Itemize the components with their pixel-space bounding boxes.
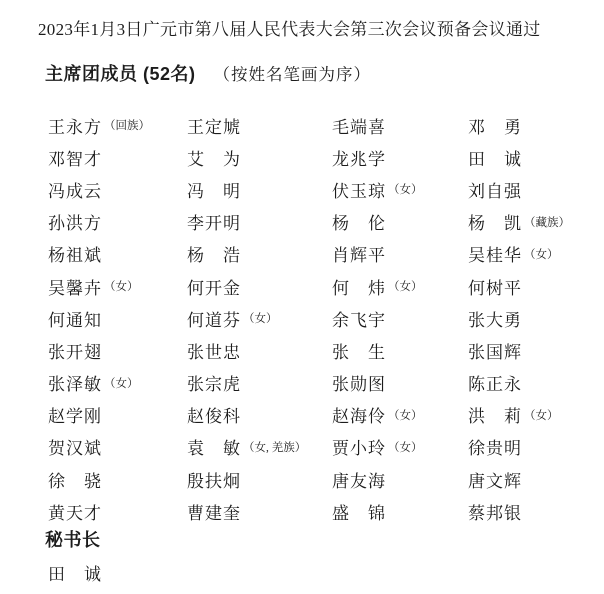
member-item — [187, 334, 332, 366]
member-item — [48, 109, 187, 141]
member-name: 余飞宇 — [332, 310, 386, 330]
member-item — [187, 206, 332, 238]
member-note: （女, 羌族） — [243, 441, 307, 454]
member-name: 刘自强 — [468, 181, 522, 201]
member-item — [468, 367, 604, 399]
member-name: 张开翅 — [48, 342, 102, 362]
member-name: 盛 锦 — [332, 503, 386, 523]
member-name: 贾小玲 — [332, 439, 386, 459]
member-item — [332, 463, 468, 495]
member-item — [48, 302, 187, 334]
member-note: （回族） — [104, 120, 150, 133]
member-name: 黄天才 — [48, 503, 102, 523]
member-name: 王定虓 — [187, 117, 241, 137]
member-name: 伏玉琼 — [332, 181, 386, 201]
member-item — [48, 270, 187, 302]
member-name: 张宗虎 — [187, 375, 241, 395]
member-name: 张世忠 — [187, 342, 241, 362]
presidium-order-note: （按姓名笔画为序） — [213, 65, 372, 84]
member-item — [468, 495, 604, 527]
member-note: （女） — [243, 313, 278, 326]
member-name: 袁 敏 — [187, 439, 241, 459]
member-name: 何道芬 — [187, 310, 241, 330]
member-name: 李开明 — [187, 214, 241, 234]
member-item — [48, 206, 187, 238]
member-name: 曹建奎 — [187, 503, 241, 523]
member-item — [332, 270, 468, 302]
member-note: （女） — [388, 441, 423, 454]
member-name: 何 炜 — [332, 278, 386, 298]
member-item — [187, 431, 332, 463]
member-item — [48, 399, 187, 431]
member-name: 唐友海 — [332, 471, 386, 491]
secretary-name: 田 诚 — [48, 565, 102, 584]
member-name: 张国辉 — [468, 342, 522, 362]
member-item — [332, 109, 468, 141]
member-item — [332, 367, 468, 399]
member-item — [468, 399, 604, 431]
member-name: 肖辉平 — [332, 246, 386, 266]
member-name: 田 诚 — [468, 149, 522, 169]
member-item — [332, 334, 468, 366]
member-item — [468, 141, 604, 173]
member-item — [48, 238, 187, 270]
member-item — [332, 431, 468, 463]
member-item — [187, 302, 332, 334]
member-item — [48, 367, 187, 399]
member-item — [187, 463, 332, 495]
member-item — [48, 495, 187, 527]
member-item — [187, 367, 332, 399]
member-name: 吴馨卉 — [48, 278, 102, 298]
member-name: 何树平 — [468, 278, 522, 298]
member-item — [187, 238, 332, 270]
member-item — [187, 109, 332, 141]
member-name: 冯成云 — [48, 181, 102, 201]
member-name: 艾 为 — [187, 149, 241, 169]
member-name: 冯 明 — [187, 181, 241, 201]
member-note: （女） — [388, 281, 423, 294]
member-name: 殷扶炯 — [187, 471, 241, 491]
member-name: 邓智才 — [48, 149, 102, 169]
member-item — [332, 173, 468, 205]
member-name: 徐贵明 — [468, 439, 522, 459]
member-item — [468, 238, 604, 270]
member-name: 唐文辉 — [468, 471, 522, 491]
member-item — [332, 399, 468, 431]
member-item — [468, 302, 604, 334]
member-name: 王永方 — [48, 117, 102, 137]
member-item — [332, 238, 468, 270]
member-item — [468, 270, 604, 302]
member-name: 杨祖斌 — [48, 246, 102, 266]
member-item — [48, 463, 187, 495]
member-name: 龙兆学 — [332, 149, 386, 169]
member-note: （女） — [388, 184, 423, 197]
member-name: 杨 浩 — [187, 246, 241, 266]
member-item — [332, 206, 468, 238]
secretary-section-title: 秘书长 — [45, 530, 101, 550]
member-name: 毛端喜 — [332, 117, 386, 137]
member-name: 邓 勇 — [468, 117, 522, 137]
member-name: 赵学刚 — [48, 407, 102, 427]
member-note: （女） — [524, 248, 559, 261]
member-item — [48, 334, 187, 366]
presidium-title: 主席团成员 (52名) — [45, 64, 196, 84]
member-name: 张 生 — [332, 342, 386, 362]
member-item — [332, 302, 468, 334]
member-name: 杨 凯 — [468, 214, 522, 234]
member-item — [468, 206, 604, 238]
member-item — [187, 141, 332, 173]
member-item — [187, 495, 332, 527]
member-name: 洪 莉 — [468, 407, 522, 427]
member-grid — [48, 109, 604, 527]
member-name: 张泽敏 — [48, 375, 102, 395]
member-name: 陈正永 — [468, 375, 522, 395]
member-item — [48, 141, 187, 173]
member-item — [332, 141, 468, 173]
presidium-section-title — [45, 60, 371, 86]
member-item — [468, 173, 604, 205]
member-item — [468, 334, 604, 366]
member-item — [48, 173, 187, 205]
member-name: 赵海伶 — [332, 407, 386, 427]
member-name: 贺汉斌 — [48, 439, 102, 459]
member-item — [468, 431, 604, 463]
member-name: 赵俊科 — [187, 407, 241, 427]
member-item — [468, 109, 604, 141]
member-item — [187, 270, 332, 302]
approval-line: 2023年1月3日广元市第八届人民代表大会第三次会议预备会议通过 — [38, 20, 541, 39]
member-name: 何开金 — [187, 278, 241, 298]
member-item — [187, 173, 332, 205]
member-item — [468, 463, 604, 495]
member-item — [48, 431, 187, 463]
member-name: 吴桂华 — [468, 246, 522, 266]
member-note: （女） — [524, 409, 559, 422]
member-name: 张勋图 — [332, 375, 386, 395]
member-note: （女） — [104, 377, 139, 390]
member-name: 张大勇 — [468, 310, 522, 330]
member-item — [332, 495, 468, 527]
member-note: （女） — [388, 409, 423, 422]
member-name: 何通知 — [48, 310, 102, 330]
member-note: （藏族） — [524, 216, 570, 229]
member-note: （女） — [104, 281, 139, 294]
member-name: 孙洪方 — [48, 214, 102, 234]
member-name: 杨 伦 — [332, 214, 386, 234]
member-name: 徐 骁 — [48, 471, 102, 491]
member-name: 蔡邦银 — [468, 503, 522, 523]
member-item — [187, 399, 332, 431]
